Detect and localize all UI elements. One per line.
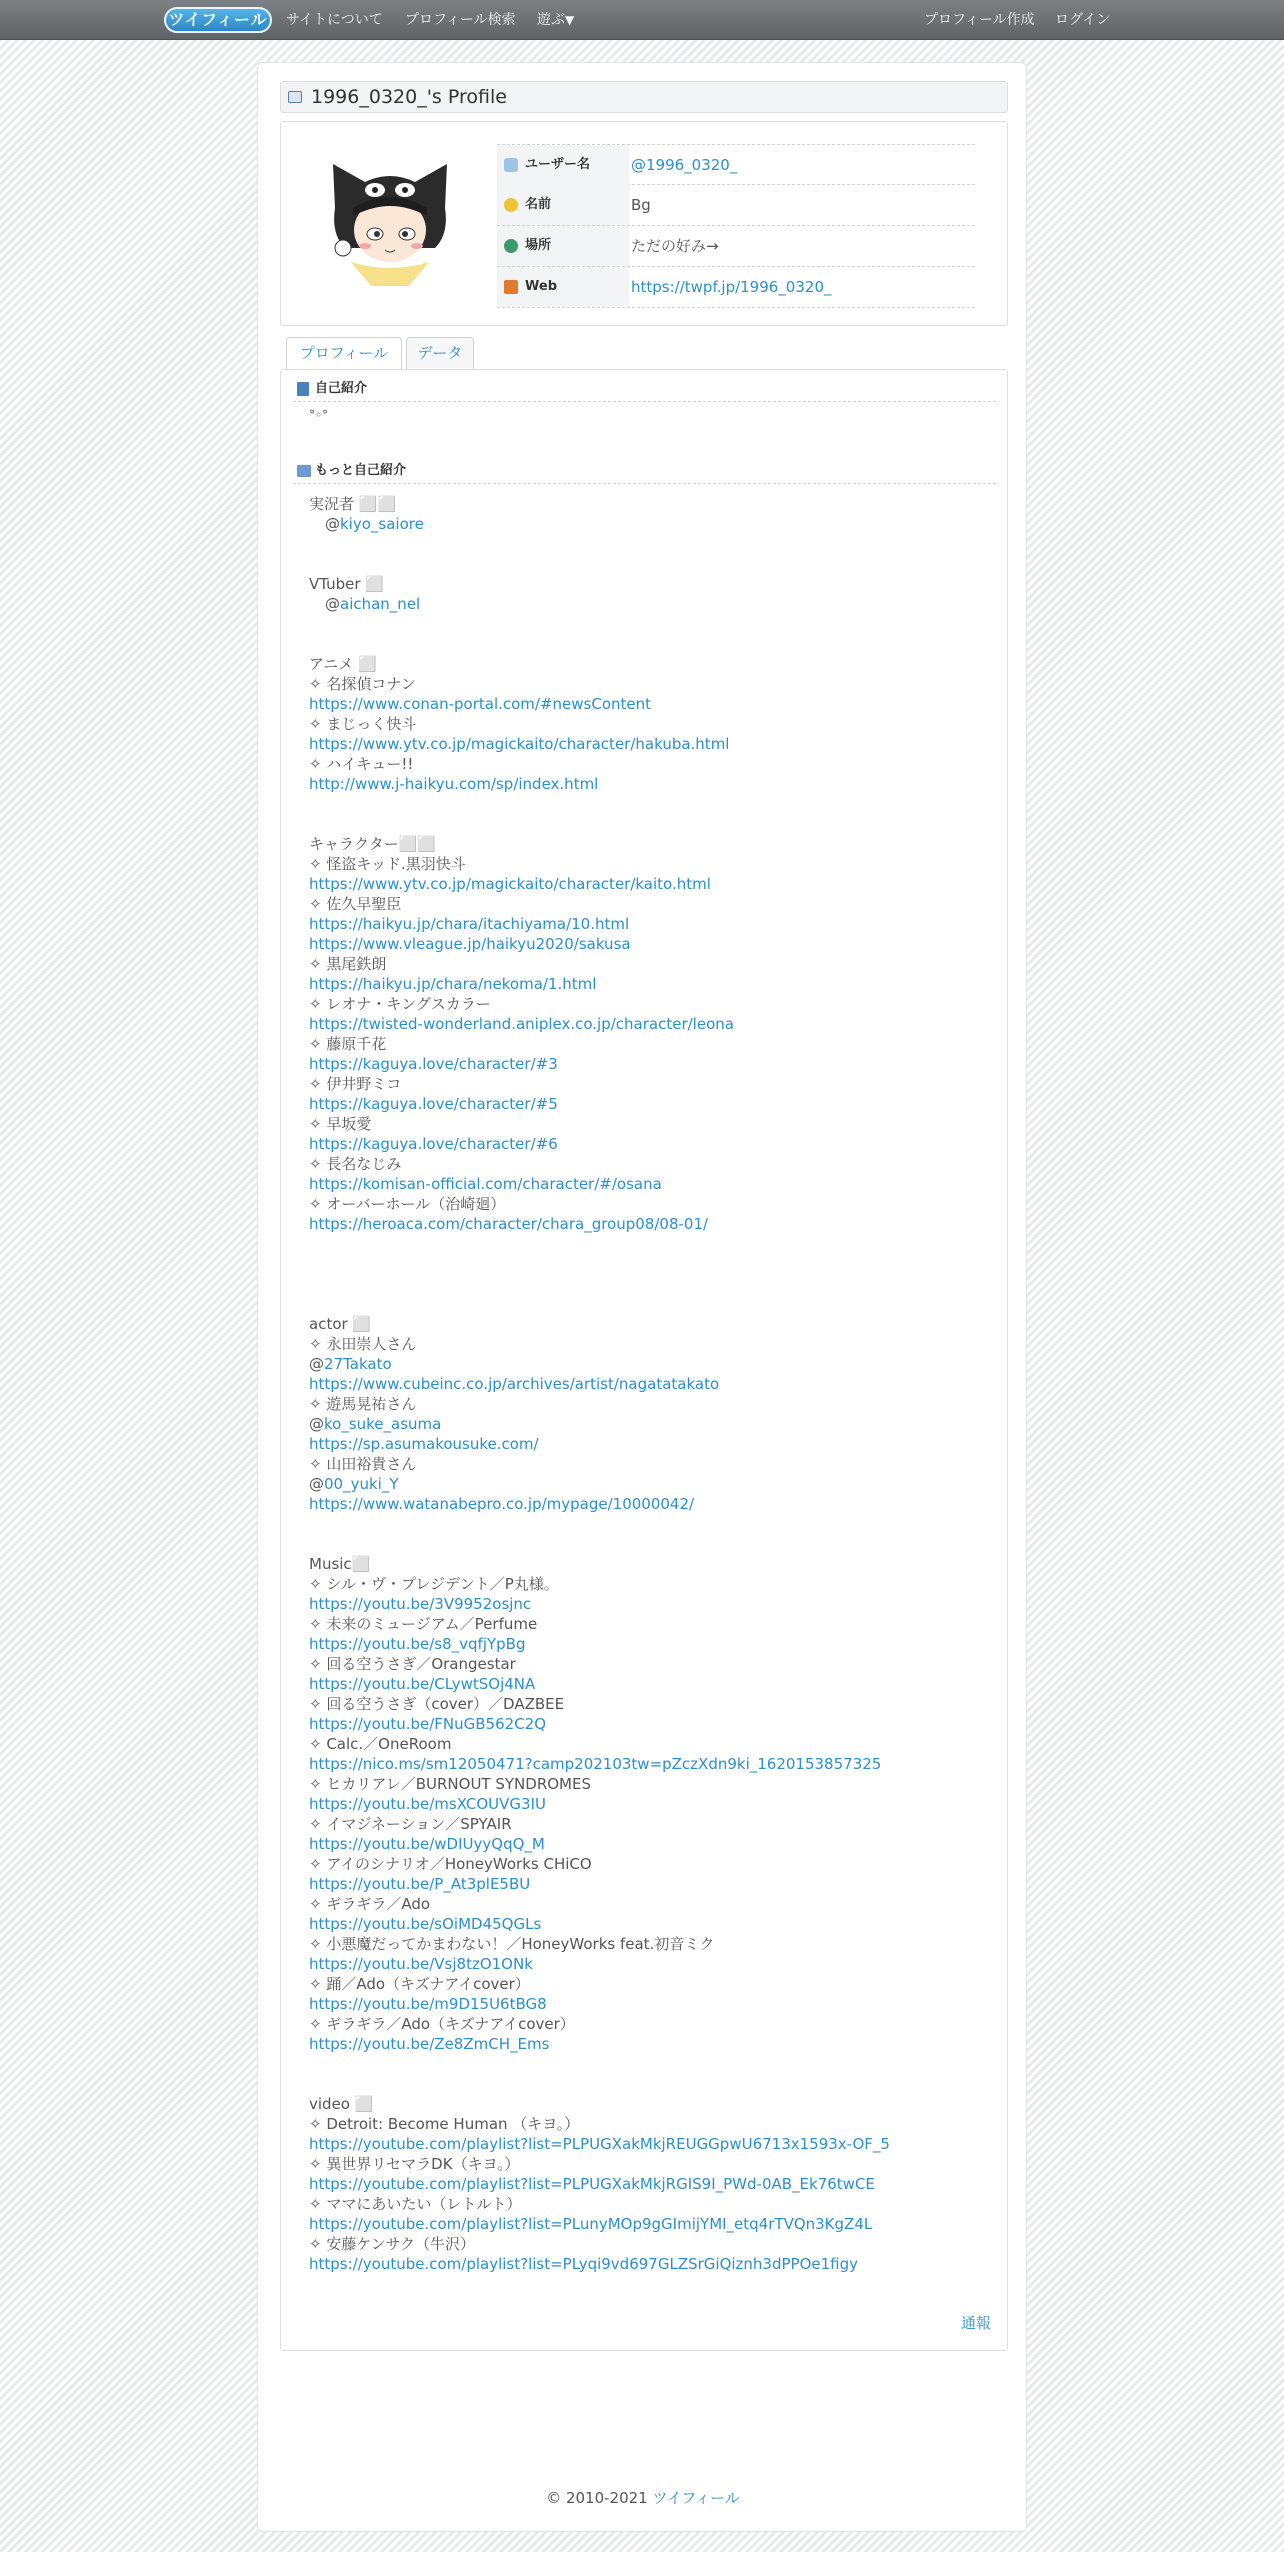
intro-line [309,2114,999,2134]
line-text: ✧ ギラギラ／Ado [309,1895,431,1913]
intro-line [309,674,999,694]
intro-line [309,654,999,674]
intro-line [309,1814,999,1834]
intro-line [309,1134,999,1154]
intro-line [309,1774,999,1794]
line-link[interactable]: https://www.cubeinc.co.jp/archives/artist/nagatatakato [309,1375,720,1393]
tab-content [280,369,1008,2351]
intro-line [309,794,999,814]
line-text: ✧ 藤原千花 [309,1035,387,1053]
intro-line [309,1634,999,1654]
info-row-name [497,185,975,226]
line-link[interactable]: https://www.conan-portal.com/#newsContent [309,695,652,713]
intro-line [309,1434,999,1454]
line-text: ✧ 回る空うさぎ（cover）／DAZBEE [309,1695,565,1713]
intro-line [309,634,999,654]
line-link[interactable]: http://www.j-haikyu.com/sp/index.html [309,775,599,793]
line-link[interactable]: https://youtu.be/CLywtSOj4NA [309,1675,536,1693]
info-label [497,185,629,225]
intro-line [309,734,999,754]
home-icon [504,280,518,294]
line-text: @ [325,595,340,613]
open-book-icon [297,465,311,477]
line-link[interactable]: kiyo_saiore [340,515,424,533]
line-text: ✧ レオナ・キングスカラー [309,995,491,1013]
intro-line [309,2014,999,2034]
line-link[interactable]: https://kaguya.love/character/#6 [309,1135,558,1153]
footer [258,2487,1028,2508]
intro-line [309,1994,999,2014]
intro-line [309,1214,999,1234]
line-text: ✧ 永田崇人さん [309,1335,417,1353]
intro-line [309,1974,999,1994]
intro-line [309,874,999,894]
intro-line [309,1854,999,1874]
intro-line [309,934,999,954]
intro-line [309,1494,999,1514]
more-intro-content [309,494,999,2274]
intro-line [309,2034,999,2054]
line-link[interactable]: https://youtu.be/3V9952osjnc [309,1595,532,1613]
info-label [497,226,629,266]
intro-line [309,1834,999,1854]
intro-line [309,1954,999,1974]
line-link[interactable]: https://komisan-official.com/character/#/osana [309,1175,662,1193]
intro-line [309,814,999,834]
nav-create-profile-link[interactable]: プロフィール作成 [924,12,1035,28]
line-link[interactable]: https://www.ytv.co.jp/magickaito/character/hakuba.html [309,735,730,753]
intro-line [309,2194,999,2214]
line-link[interactable]: https://kaguya.love/character/#3 [309,1055,558,1073]
copyright-text: © 2010-2021 [546,2489,653,2507]
intro-line [309,694,999,714]
nav-about-link[interactable]: サイトについて [286,12,383,28]
line-text: ✧ 山田裕貴さん [309,1455,417,1473]
line-text: ✧ 踊／Ado（キズナアイcover） [309,1975,530,1993]
line-link[interactable]: https://nico.ms/sm12050471?camp202103tw=pZczXdn9ki_1620153857325 [309,1755,882,1773]
intro-line [309,1354,999,1374]
line-text: ✧ 怪盗キッド.黒羽快斗 [309,855,466,873]
intro-line [309,1714,999,1734]
intro-line [309,1874,999,1894]
line-text: @ [309,1415,324,1433]
site-logo[interactable]: ツイフィール [164,7,272,33]
line-text: ✧ Detroit: Become Human （キヨ。） [309,2115,580,2133]
intro-line [309,1474,999,1494]
book-icon [297,382,309,396]
intro-line [309,1174,999,1194]
globe-icon [504,239,518,253]
avatar[interactable] [325,156,455,286]
intro-line [309,1734,999,1754]
line-text: ✧ 小悪魔だってかまわない！／HoneyWorks feat.初音ミク [309,1935,715,1953]
intro-line [309,954,999,974]
intro-line [309,1394,999,1414]
intro-line [309,1654,999,1674]
line-link[interactable]: https://youtu.be/Vsj8tzO1ONk [309,1955,533,1973]
line-link[interactable]: https://youtube.com/playlist?list=PLPUGXakMkjRGIS9I_PWd-0AB_Ek76twCE [309,2175,875,2193]
label-text: 名前 [525,197,552,212]
intro-line [309,1914,999,1934]
intro-line [309,1574,999,1594]
intro-line [309,554,999,574]
intro-line [309,834,999,854]
line-text: Music⬜ [309,1555,371,1573]
line-text: ✧ 異世界リセマラDK（キヨ。） [309,2155,520,2173]
line-link[interactable]: ko_suke_asuma [324,1415,442,1433]
intro-line [309,2094,999,2114]
intro-line [309,974,999,994]
footer-site-link[interactable]: ツイフィール [652,2489,740,2507]
line-link[interactable]: https://twisted-wonderland.aniplex.co.jp/character/leona [309,1015,734,1033]
username-link[interactable]: @1996_0320_ [631,156,738,174]
line-text: キャラクター⬜⬜ [309,835,437,853]
line-link[interactable]: https://www.vleague.jp/haikyu2020/sakusa [309,935,631,953]
intro-line [309,1154,999,1174]
intro-line [309,1334,999,1354]
intro-heading-text: 自己紹介 [315,381,368,396]
line-text: ✧ ギラギラ／Ado（キズナアイcover） [309,2015,575,2033]
line-text: ✧ アイのシナリオ／HoneyWorks CHiCO [309,1855,592,1873]
intro-line [309,2174,999,2194]
line-link[interactable]: https://youtube.com/playlist?list=PLunyMOp9gGImijYMI_etq4rTVQn3KgZ4L [309,2215,873,2233]
line-text: ✧ 早坂愛 [309,1115,372,1133]
line-text: ✧ オーバーホール（治崎廻） [309,1195,506,1213]
line-link[interactable]: https://youtu.be/FNuGB562C2Q [309,1715,547,1733]
intro-line [309,714,999,734]
web-link[interactable]: https://twpf.jp/1996_0320_ [631,278,832,296]
line-link[interactable]: https://youtu.be/Ze8ZmCH_Ems [309,2035,550,2053]
line-link[interactable]: https://youtube.com/playlist?list=PLyqi9vd697GLZSrGiQiznh3dPPOe1figy [309,2255,859,2273]
intro-line [309,2234,999,2254]
intro-line [309,1614,999,1634]
label-text: ユーザー名 [525,157,591,172]
intro-line [309,854,999,874]
intro-line [309,1234,999,1254]
nav-play-menu[interactable] [537,11,574,29]
more-intro-heading-text: もっと自己紹介 [315,463,407,478]
intro-line [309,494,999,514]
intro-line [309,1074,999,1094]
intro-text: °◦° [309,408,329,422]
info-label [497,267,629,307]
line-text: ✧ ママにあいたい（レトルト） [309,2195,522,2213]
line-text: ✧ イマジネーション／SPYAIR [309,1815,512,1833]
line-link[interactable]: 27Takato [324,1355,392,1373]
intro-line [309,534,999,554]
line-link[interactable]: https://youtube.com/playlist?list=PLPUGXakMkjREUGGpwU6713x1593x-OF_5 [309,2135,890,2153]
intro-line [309,1694,999,1714]
line-link[interactable]: https://youtu.be/msXCOUVG3IU [309,1795,546,1813]
line-link[interactable]: https://www.watanabepro.co.jp/mypage/10000042/ [309,1495,695,1513]
line-link[interactable]: https://haikyu.jp/chara/itachiyama/10.html [309,915,630,933]
line-text: 実況者 ⬜⬜ [309,495,397,513]
intro-line [309,2214,999,2234]
line-text: @ [325,515,340,533]
nav-login-link[interactable]: ログイン [1055,12,1111,28]
line-link[interactable]: https://youtu.be/m9D15U6tBG8 [309,1995,547,2013]
intro-line [309,514,999,534]
intro-line [309,614,999,634]
line-text: ✧ 遊馬晃祐さん [309,1395,417,1413]
intro-line [309,2154,999,2174]
intro-line [309,1094,999,1114]
line-text: ✧ ヒカリアレ／BURNOUT SYNDROMES [309,1775,591,1793]
tab-data[interactable]: データ [406,337,474,369]
intro-line [309,1894,999,1914]
name-value: Bg [631,196,651,214]
nav-play-label: 遊ぶ [537,12,565,28]
intro-line [309,1294,999,1314]
line-text: @ [309,1475,324,1493]
intro-line [309,574,999,594]
label-text: 場所 [525,238,552,253]
line-text: ✧ 回る空うさぎ／Orangestar [309,1655,516,1673]
label-text: Web [525,279,557,294]
intro-line [309,1934,999,1954]
intro-line [309,1374,999,1394]
info-row-web [497,267,975,308]
line-link[interactable]: https://kaguya.love/character/#5 [309,1095,558,1113]
intro-line [309,1754,999,1774]
intro-line [309,1454,999,1474]
line-link[interactable]: aichan_nel [340,595,421,613]
intro-line [309,1274,999,1294]
line-link[interactable]: https://sp.asumakousuke.com/ [309,1435,539,1453]
page-title: 1996_0320_'s Profile [311,86,507,108]
intro-line [309,594,999,614]
intro-heading [293,378,996,402]
intro-line [309,1514,999,1534]
line-text: video ⬜ [309,2095,374,2113]
intro-line [309,774,999,794]
line-link[interactable]: https://heroaca.com/character/chara_group08/08-01/ [309,1215,709,1233]
line-text: ✧ ハイキュー!! [309,755,414,773]
line-link[interactable]: https://www.ytv.co.jp/magickaito/character/kaito.html [309,875,711,893]
intro-line [309,1034,999,1054]
line-link[interactable]: https://youtu.be/wDIUyyQqQ_M [309,1835,545,1853]
intro-line [309,1534,999,1554]
line-text: ✧ 黒尾鉄朗 [309,955,387,973]
location-value: ただの好み→ [631,237,719,255]
intro-line [309,754,999,774]
profile-card-icon [288,91,302,103]
line-text: @ [309,1355,324,1373]
speech-bubble-icon [504,158,518,172]
tab-profile[interactable]: プロフィール [286,337,402,370]
intro-line [309,1014,999,1034]
line-link[interactable]: 00_yuki_Y [324,1475,399,1493]
intro-line [309,1594,999,1614]
intro-line [309,1314,999,1334]
intro-line [309,1194,999,1214]
intro-line [309,914,999,934]
intro-line [309,2134,999,2154]
line-text: ✧ 未来のミュージアム／Perfume [309,1615,538,1633]
profile-info-box [280,121,1008,326]
intro-line [309,1414,999,1434]
nav-profile-search-link[interactable]: プロフィール検索 [405,12,516,28]
info-row-location [497,226,975,267]
intro-line [309,2254,999,2274]
line-link[interactable]: https://youtu.be/s8_vqfjYpBg [309,1635,526,1653]
intro-line [309,1794,999,1814]
report-link[interactable]: 通報 [961,2314,992,2332]
line-text: ✧ 安藤ケンサク（牛沢） [309,2235,475,2253]
info-row-username [497,144,975,185]
content-panel [257,62,1027,2532]
profile-title-bar [280,81,1008,113]
top-nav [0,0,1284,40]
line-text: actor ⬜ [309,1315,372,1333]
line-text: ✧ 伊井野ミコ [309,1075,402,1093]
intro-line [309,1114,999,1134]
line-text: ✧ 名探偵コナン [309,675,416,693]
line-text: ✧ まじっく快斗 [309,715,417,733]
line-text: ✧ Calc.／OneRoom [309,1735,452,1753]
intro-line [309,1254,999,1274]
intro-line [309,894,999,914]
line-text: ✧ シル・ヴ・プレジデント／P丸様。 [309,1575,559,1593]
line-link[interactable]: https://youtu.be/sOiMD45QGLs [309,1915,542,1933]
intro-line [309,1054,999,1074]
intro-line [309,2054,999,2074]
line-text: ✧ 長名なじみ [309,1155,402,1173]
line-link[interactable]: https://youtu.be/P_At3plE5BU [309,1875,531,1893]
line-text: ✧ 佐久早聖臣 [309,895,402,913]
line-text: VTuber ⬜ [309,575,385,593]
line-text: アニメ ⬜ [309,655,377,673]
intro-line [309,1674,999,1694]
line-link[interactable]: https://haikyu.jp/chara/nekoma/1.html [309,975,597,993]
caret-down-icon: ▼ [565,13,575,27]
more-intro-heading [293,460,996,484]
intro-line [309,2074,999,2094]
intro-line [309,994,999,1014]
info-label [497,145,629,185]
smiley-icon [504,198,518,212]
intro-line [309,1554,999,1574]
